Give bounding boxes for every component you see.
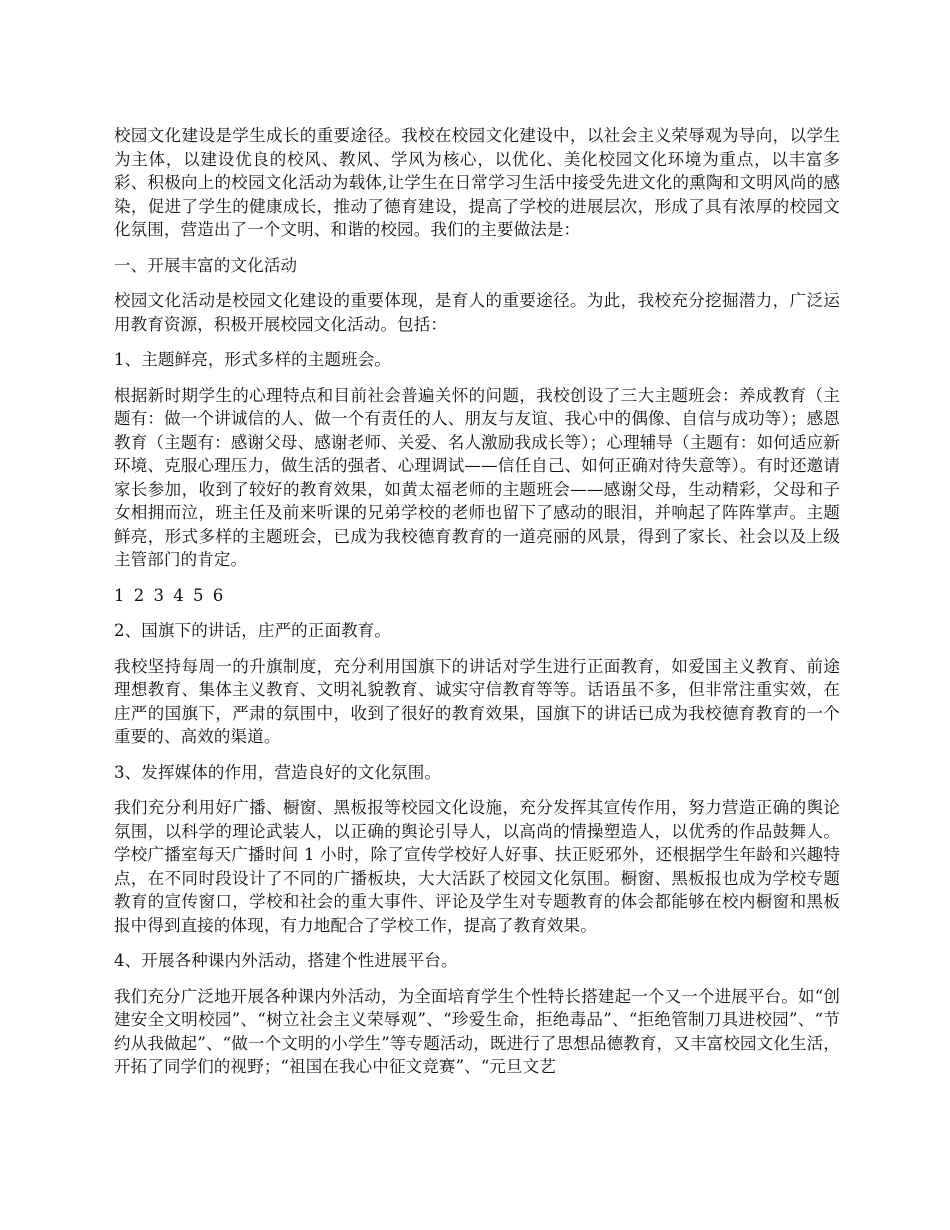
section-1-paragraph: 校园文化活动是校园文化建设的重要体现，是育人的重要途径。为此，我校充分挖掘潜力，广泛运用教育资源，积极开展校园文化活动。包括： <box>114 291 840 334</box>
page-number-list: 1 2 3 4 5 6 <box>114 585 226 605</box>
flag-speech-paragraph: 我校坚持每周一的升旗制度，充分利用国旗下的讲话对学生进行正面教育，如爱国主义教育、前途理想教育、集体主义教育、文明礼貌教育、诚实守信教育等等。话语虽不多，但非常注重实效，在庄严的国旗下，严肃的氛围中，收到了很好的教育效果，国旗下的讲话已成为我校德育教育的一个重要的、高效的渠道。 <box>114 656 840 746</box>
activities-paragraph: 我们充分广泛地开展各种课内外活动，为全面培育学生个性特长搭建起一个又一个进展平台。如“创建安全文明校园”、“树立社会主义荣辱观”、“珍爱生命，拒绝毒品”、“拒绝管制刀具进校园”、“节约从我做起”、“做一个文明的小学生”等专题活动，既进行了思想品德教育，又丰富校园文化生活，开拓了同学们的视野；“祖国在我心中征文竞赛”、“元旦文艺 <box>114 986 840 1076</box>
document-page <box>114 124 840 1091</box>
subheading-media: 3、发挥媒体的作用，营造良好的文化氛围。 <box>114 762 441 782</box>
media-paragraph: 我们充分利用好广播、橱窗、黑板报等校园文化设施，充分发挥其宣传作用，努力营造正确的舆论氛围，以科学的理论武装人，以正确的舆论引导人，以高尚的情操塑造人，以优秀的作品鼓舞人。学校广播室每天广播时间 1 小时，除了宣传学校好人好事、扶正贬邪外，还根据学生年龄和兴趣特点，在不同时段设计了不同的广播板块，大大活跃了校园文化氛围。橱窗、黑板报也成为学校专题教育的宣传窗口，学校和社会的重大事件、评论及学生对专题教育的体会都能够在校内橱窗和黑板报中得到直接的体现，有力地配合了学校工作，提高了教育效果。 <box>114 798 840 935</box>
intro-paragraph: 校园文化建设是学生成长的重要途径。我校在校园文化建设中，以社会主义荣辱观为导向，以学生为主体，以建设优良的校风、教风、学风为核心，以优化、美化校园文化环境为重点，以丰富多彩、积极向上的校园文化活动为载体,让学生在日常学习生活中接受先进文化的熏陶和文明风尚的感染，促进了学生的健康成长，推动了德育建设，提高了学校的进展层次，形成了具有浓厚的校园文化氛围，营造出了一个文明、和谐的校园。我们的主要做法是： <box>114 126 840 239</box>
theme-class-paragraph: 根据新时期学生的心理特点和目前社会普遍关怀的问题，我校创设了三大主题班会：养成教育（主题有：做一个讲诚信的人、做一个有责任的人、朋友与友谊、我心中的偶像、自信与成功等）；感恩教育（主题有：感谢父母、感谢老师、关爱、名人激励我成长等）；心理辅导（主题有：如何适应新环境、克服心理压力，做生活的强者、心理调试——信任自己、如何正确对待失意等）。有时还邀请家长参加，收到了较好的教育效果，如黄太福老师的主题班会——感谢父母，生动精彩，父母和子女相拥而泣，班主任及前来听课的兄弟学校的老师也留下了感动的眼泪，并响起了阵阵掌声。主题鲜亮，形式多样的主题班会，已成为我校德育教育的一道亮丽的风景，得到了家长、社会以及上级主管部门的肯定。 <box>114 385 840 569</box>
subheading-theme-class: 1、主题鲜亮，形式多样的主题班会。 <box>114 350 392 369</box>
section-heading-1: 一、开展丰富的文化活动 <box>114 255 298 275</box>
subheading-activities: 4、开展各种课内外活动，搭建个性进展平台。 <box>114 951 458 970</box>
subheading-flag-speech: 2、国旗下的讲话，庄严的正面教育。 <box>114 621 392 640</box>
